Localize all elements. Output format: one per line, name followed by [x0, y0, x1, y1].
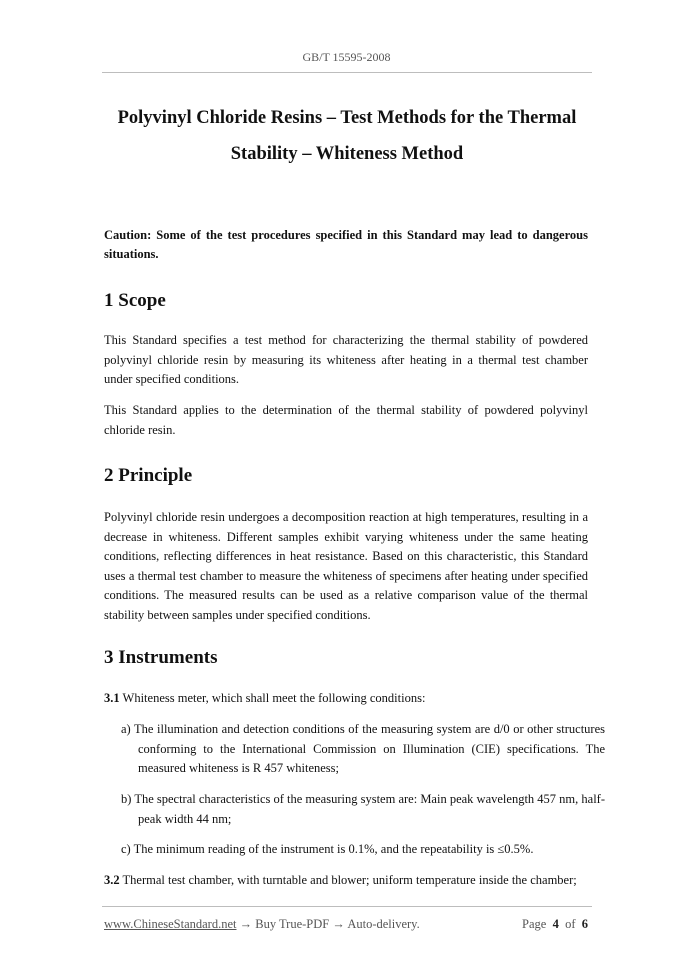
scope-paragraph-2: This Standard applies to the determination of the thermal stability of powdered polyvinyl chloride resin.	[104, 403, 588, 437]
principle-paragraph: Polyvinyl chloride resin undergoes a decomposition reaction at high temperatures, resulting in a decrease in whiteness. Different samples exhibit varying whiteness under the same heating conditions, reflecting differences in heat resistance. Based on this characteristic, this Standard uses a thermal test chamber to measure the whiteness of specimens after heating under specified conditions. The measured results can be used as a relative comparison value of the thermal stability between samples under specified conditions.	[104, 510, 588, 622]
clause-text: Thermal test chamber, with turntable and blower; uniform temperature inside the chamber;	[119, 873, 577, 887]
auto-delivery-text: Auto-delivery.	[347, 917, 420, 931]
clause-text: Whiteness meter, which shall meet the following conditions:	[119, 691, 426, 705]
list-item-c: c) The minimum reading of the instrument is 0.1%, and the repeatability is ≤0.5%.	[121, 842, 534, 856]
buy-pdf-link[interactable]: Buy True-PDF	[255, 917, 330, 931]
scope-paragraph-1: This Standard specifies a test method for characterizing the thermal stability of powdered polyvinyl chloride resin by measuring its whiteness after heating in a thermal test chamber under specified conditions.	[104, 333, 588, 386]
section-heading-principle: 2 Principle	[104, 465, 193, 486]
total-pages: 6	[581, 917, 588, 931]
header-standard-code: GB/T 15595-2008	[302, 50, 391, 64]
section-heading-scope: 1 Scope	[104, 290, 166, 311]
current-page: 4	[552, 917, 559, 931]
title-line-1: Polyvinyl Chloride Resins – Test Methods for the Thermal	[117, 108, 577, 128]
clause-3-1	[104, 689, 588, 709]
clause-number: 3.1	[104, 691, 120, 705]
footer-divider	[102, 906, 592, 907]
site-link[interactable]: www.ChineseStandard.net	[104, 917, 237, 931]
list-item-b: b) The spectral characteristics of the measuring system are: Main peak wavelength 457 nm, half-peak width 44 nm;	[121, 792, 605, 826]
caution-notice: Caution: Some of the test procedures specified in this Standard may lead to dangerous situations.	[104, 228, 588, 261]
header-divider	[102, 72, 592, 73]
footer-links	[104, 917, 420, 932]
page-number	[522, 917, 588, 932]
list-item-a: a) The illumination and detection conditions of the measuring system are d/0 or other structures conforming to the International Commission on Illumination (CIE) specifications. The measured whiteness is R 457 whiteness;	[121, 722, 605, 775]
of-label: of	[565, 917, 576, 931]
section-heading-instruments: 3 Instruments	[104, 647, 218, 668]
page-label: Page	[522, 917, 547, 931]
clause-number: 3.2	[104, 873, 120, 887]
arrow-icon: →	[329, 917, 348, 931]
arrow-icon: →	[236, 917, 256, 931]
document-title	[102, 100, 592, 172]
clause-3-2	[104, 871, 588, 891]
title-line-2: Stability – Whiteness Method	[230, 144, 464, 164]
